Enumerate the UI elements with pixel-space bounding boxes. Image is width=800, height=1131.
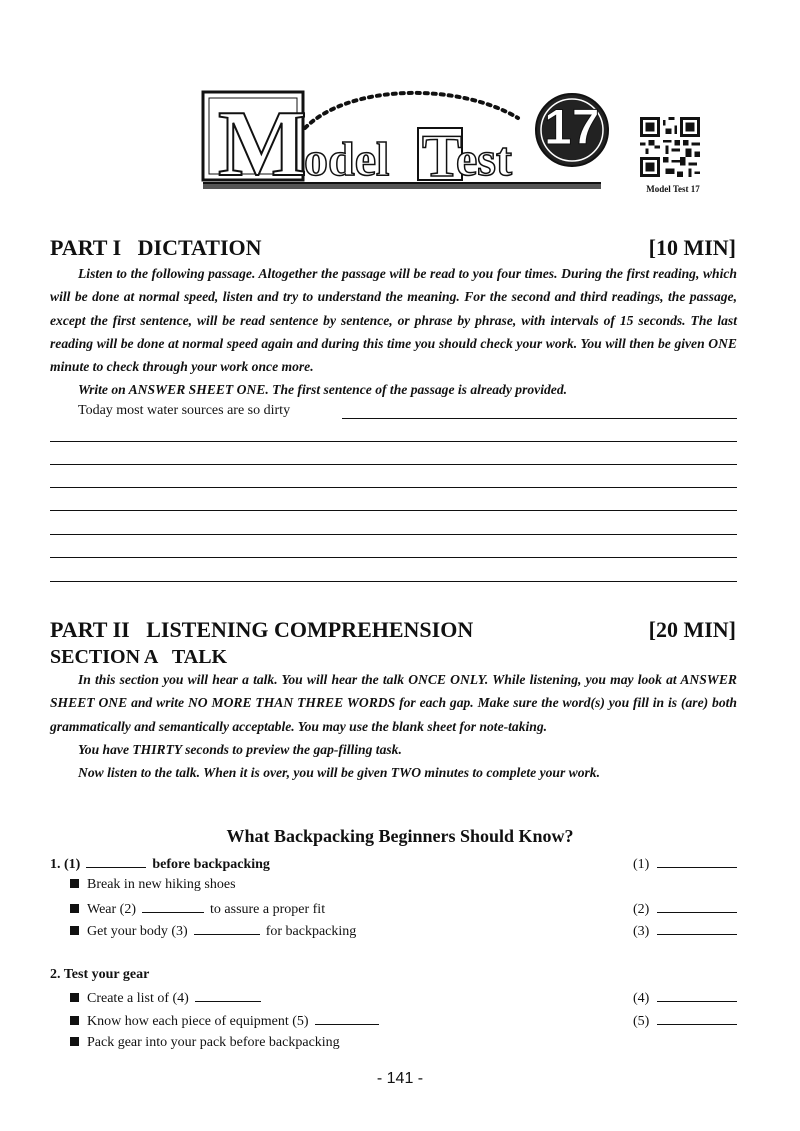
item2-text: 2. Test your gear [50,967,150,982]
square-bullet-icon [70,1016,79,1025]
section-a-heading: SECTION A TALK [50,646,228,668]
answer-slot-4 [633,989,737,1007]
part1-time: [10 MIN] [648,235,736,260]
answer-blank [657,855,737,868]
first-sentence: Today most water sources are so dirty [78,403,291,418]
part2-instructions [50,668,737,784]
gap-1 [86,855,146,868]
answer-label: (1) [633,857,650,872]
part1-title: PART I DICTATION [50,235,262,260]
square-bullet-icon [70,993,79,1002]
answer-line [50,441,737,442]
outline-title: What Backpacking Beginners Should Know? [226,826,574,846]
part1-instructions [50,262,737,402]
bullet-text: Create a list of (4) [87,991,189,1006]
part2-title: PART II LISTENING COMPREHENSION [50,617,474,642]
answer-blank [657,922,737,935]
outline-bullet [70,922,356,940]
item1-text: before backpacking [152,857,270,872]
banner-odel: odel [304,133,390,186]
answer-line [50,581,737,582]
part2-time: [20 MIN] [648,617,736,642]
gap-2 [142,900,204,913]
part2-preview: You have THIRTY seconds to preview the gap-filling task. [78,741,402,757]
answer-label: (5) [633,1014,650,1029]
gap-3 [194,922,260,935]
part1-instructions-text: Listen to the following passage. Altogether the passage will be read to you four times. During the first reading, which will be done at normal speed, listen and try to understand the meaning. For the second and third readings, the passage, except the first sentence, will be read sentence by sentence, or phrase by phrase, with intervals of 15 seconds. The last reading will be done at normal speed again and during this time you should check your work. You will then be given ONE minute to check through your work once more. [50,266,737,375]
answer-slot-5 [633,1012,737,1030]
outline-bullet [70,877,236,893]
answer-line [50,464,737,465]
bullet-text: to assure a proper fit [210,902,326,917]
answer-label: (4) [633,991,650,1006]
outline-bullet [70,1035,340,1051]
answer-slot-1 [633,855,737,873]
part1-write-on: Write on ANSWER SHEET ONE. The first sentence of the passage is already provided. [78,382,568,398]
square-bullet-icon [70,1037,79,1046]
bullet-text: Pack gear into your pack before backpacking [87,1035,340,1050]
square-bullet-icon [70,879,79,888]
item1-number: 1. (1) [50,857,81,872]
answer-line [342,418,737,419]
outline-bullet [70,1012,385,1030]
part2-heading [50,617,736,643]
page-number: - 141 - [376,1070,424,1087]
square-bullet-icon [70,904,79,913]
part1-heading [50,235,736,261]
outline-item-2 [50,967,149,983]
answer-line [50,557,737,558]
bullet-text: Break in new hiking shoes [87,877,236,892]
outline-item-1 [50,855,270,873]
answer-line [50,487,737,488]
bullet-text: Know how each piece of equipment (5) [87,1014,309,1029]
part2-listen: Now listen to the talk. When it is over, you will be given TWO minutes to complete your work. [78,765,600,781]
square-bullet-icon [70,926,79,935]
banner-est: est [456,133,512,186]
gap-5 [315,1012,379,1025]
outline-bullet [70,900,325,918]
bullet-text: for backpacking [265,924,357,939]
answer-slot-2 [633,900,737,918]
banner-number: 17 [544,99,600,155]
answer-blank [657,900,737,913]
qr-code-icon [640,117,700,177]
answer-line [50,534,737,535]
banner-letter-m: M [218,92,307,196]
answer-line [50,510,737,511]
bullet-text: Wear (2) [87,902,137,917]
answer-label: (3) [633,924,650,939]
model-test-banner [200,88,620,196]
answer-blank [657,1012,737,1025]
gap-4 [195,989,261,1002]
part2-instructions-text: In this section you will hear a talk. You will hear the talk ONCE ONLY. While listening, you may look at ANSWER SHEET ONE and write NO MORE THAN THREE WORDS for each gap. Make sure the word(s) you fill in is (are) both grammatically and semantically acceptable. You may use the blank sheet for note-taking. [50,672,737,734]
banner-letter-t: T [422,123,463,189]
answer-slot-3 [633,922,737,940]
answer-blank [657,989,737,1002]
bullet-text: Get your body (3) [87,924,188,939]
qr-caption: Model Test 17 [646,184,700,194]
answer-label: (2) [633,902,650,917]
outline-bullet [70,989,267,1007]
